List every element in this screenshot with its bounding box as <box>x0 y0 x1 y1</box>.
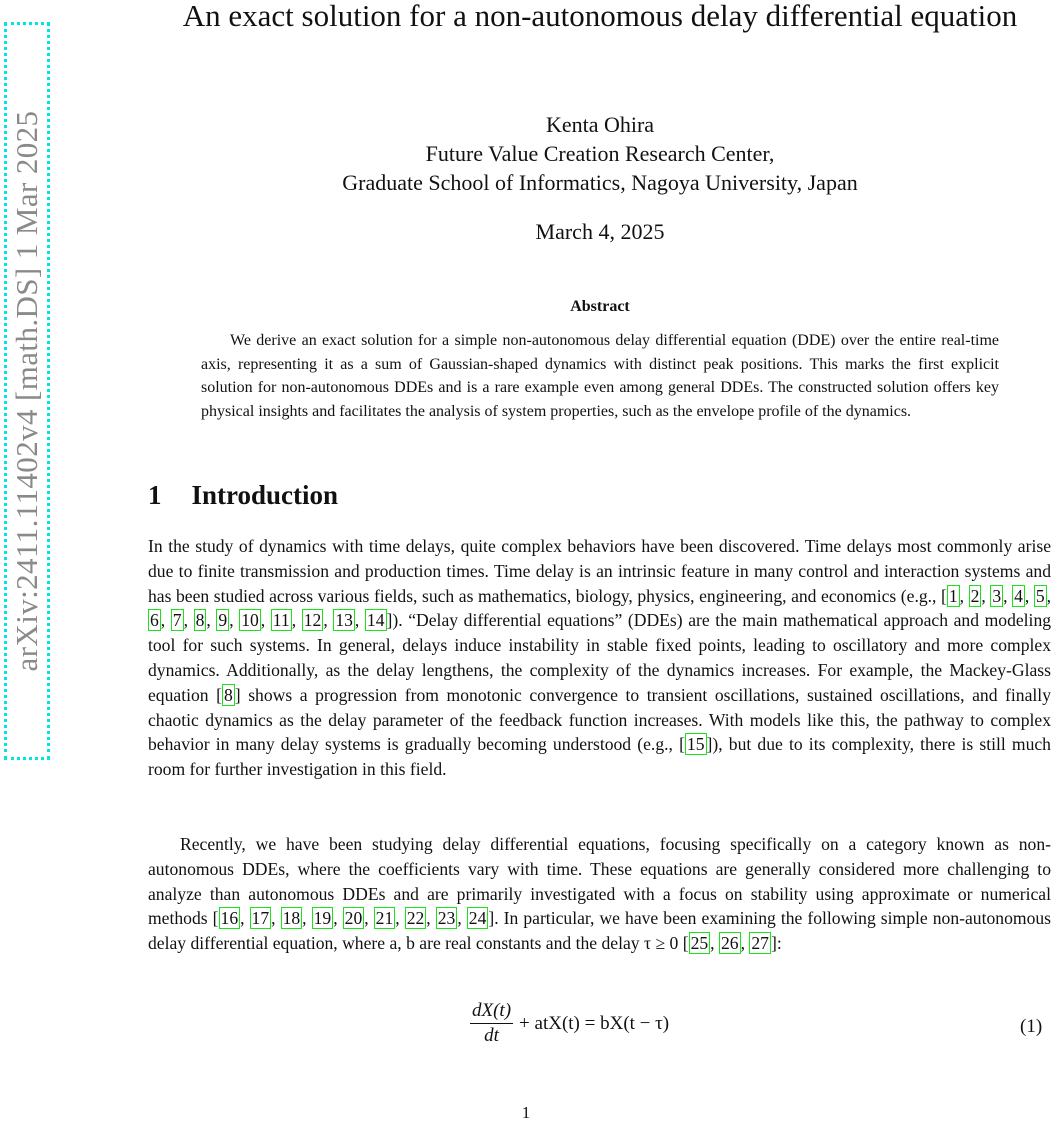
intro-paragraph-2: Recently, we have been studying delay differential equations, focusing specifically on a category known as non-autonomous DDEs, where the coefficients vary with time. These equations are generally considered more challenging to analyze than autonomous DDEs and are primarily investigated with a focus on stability using approximate or numerical methods [ 16 , 17 , 18 , 19 , 20 , 21 , 22 , 23 , 24 ]. In particular, we have been examining the following simple non-autonomous delay differential equation, where a, b are real constants and the delay τ ≥ 0 [ 25 , 26 , 27 ]: <box>148 834 1052 954</box>
paper-title: An exact solution for a non-autonomous delay differential equation <box>182 0 1018 33</box>
equation-1 <box>470 1000 669 1047</box>
citation-link[interactable]: 20 <box>344 908 363 929</box>
affiliation-line-2: Graduate School of Informatics, Nagoya University, Japan <box>342 170 858 195</box>
citation-list: 16 , 17 , 18 , 19 , 20 , 21 , 22 , 23 , 24 <box>220 908 487 929</box>
paragraph-text: : <box>776 933 782 954</box>
citation-list: 1 , 2 , 3 , 4 , 5 , 6 , 7 , 8 , 9 , 10 , 11 , 12 , 13 , 14 <box>150 585 1052 631</box>
arxiv-stamp-text: arXiv:2411.11402v4 [math.DS] 1 Mar 2025 <box>9 110 44 672</box>
equation-numerator: dX(t) <box>470 1000 513 1024</box>
equation-rhs: + atX(t) = bX(t − τ) <box>519 1012 670 1034</box>
citation-link[interactable]: 4 <box>1014 585 1023 606</box>
citation-link[interactable]: 16 <box>220 908 239 929</box>
citation-link[interactable]: 8 <box>224 684 233 705</box>
affiliation-line-1: Future Value Creation Research Center, <box>425 141 775 166</box>
citation-link[interactable]: 26 <box>720 933 739 954</box>
paragraph-text: In the study of dynamics with time delays, quite complex behaviors have been discovered. Time delays most commonly arise due to finite transmission and production times. Time delay is an intrinsic feature in many control and interaction systems and has been studied across various fields, such as mathematics, biology, physics, engineering, and economics (e.g., <box>148 536 1051 606</box>
citation-link[interactable]: 25 <box>690 933 709 954</box>
arxiv-stamp <box>4 22 50 760</box>
equation-denominator: dt <box>484 1025 499 1046</box>
citation-link[interactable]: 24 <box>468 908 487 929</box>
citation-list: 25 , 26 , 27 <box>690 933 769 954</box>
citation-link[interactable]: 11 <box>272 610 290 631</box>
equation-number: (1) <box>1020 1016 1043 1037</box>
abstract-heading: Abstract <box>570 298 630 315</box>
intro-paragraph-1: In the study of dynamics with time delays, quite complex behaviors have been discovered. Time delays most commonly arise due to finite transmission and production times. Time delay is an intrinsic feature in many control and interaction systems and has been studied across various fields, such as mathematics, biology, physics, engineering, and economics (e.g., [ 1 , 2 , 3 , 4 , 5 , 6 , 7 , 8 , 9 , 10 , 11 , 12 , 13 , 14 ]). “Delay differential equations” (DDEs) are the main mathematical approach and modeling tool for such systems. In general, delays induce instability in stable fixed points, leading to oscillatory and more complex dynamics. Additionally, as the delay lengthens, the complexity of the dynamics increases. For example, the Mackey-Glass equation [ 8 ] shows a progression from monotonic convergence to transient oscillations, sustained oscillations, and finally chaotic dynamics as the delay parameter of the feedback function increases. With models like this, the pathway to complex behavior in many delay systems is gradually becoming understood (e.g., [ 15 ]), but due to its complexity, there is still much room for further investigation in this field. <box>148 536 1052 780</box>
equation-fraction <box>470 1000 513 1047</box>
citation-link[interactable]: 17 <box>251 908 270 929</box>
citation-link[interactable]: 5 <box>1035 585 1045 606</box>
section-heading <box>148 480 338 511</box>
citation-link[interactable]: 19 <box>313 908 332 929</box>
section-number: 1 <box>148 480 162 510</box>
citation-link[interactable]: 3 <box>992 585 1002 606</box>
paragraph-text: Recently, we have been studying delay differential equations, focusing specifically on a category known as non-autonomous DDEs, where the coefficients vary with time. These equations are generally considered more challenging to analyze than autonomous DDEs and are primarily investigated with a focus on stability using approximate or numerical methods <box>148 834 1051 929</box>
paragraph-text: ), but due to its complexity, there is still much room for further investigation in this field. <box>148 734 1051 780</box>
citation-link[interactable]: 2 <box>970 585 980 606</box>
citation-link[interactable]: 1 <box>948 585 958 606</box>
paragraph-text: ). “Delay differential equations” (DDEs) are the main mathematical approach and modeling tool for such systems. In general, delays induce instability in stable fixed points, leading to oscillatory and more complex dynamics. Additionally, as the delay lengthens, the complexity of the dynamics increases. For example, the Mackey-Glass equation <box>148 610 1052 705</box>
citation-link[interactable]: 6 <box>150 610 159 631</box>
abstract-text: We derive an exact solution for a simple non-autonomous delay differential equation (DDE) over the entire real-time axis, representing it as a sum of Gaussian-shaped dynamics with distinct peak positions. This marks the first explicit solution for non-autonomous DDEs and is a rare example even among general DDEs. The constructed solution offers key physical insights and facilitates the analysis of system properties, such as the envelope profile of the dynamics. <box>201 332 999 420</box>
section-title: Introduction <box>191 480 339 510</box>
citation-link[interactable]: 22 <box>406 908 425 929</box>
citation-link[interactable]: 10 <box>241 610 259 631</box>
citation-link[interactable]: 27 <box>751 933 769 954</box>
paragraph-text: . In particular, we have been examining the following simple non-autonomous delay differential equation, where a, b are real constants and the delay τ ≥ 0 <box>148 908 1052 954</box>
citation-link[interactable]: 14 <box>366 610 385 631</box>
citation-link[interactable]: 9 <box>218 610 228 631</box>
author-name: Kenta Ohira <box>545 112 655 137</box>
citation-link[interactable]: 18 <box>282 908 301 929</box>
citation-link[interactable]: 15 <box>686 734 705 755</box>
page-number: 1 <box>521 1103 531 1122</box>
citation-link[interactable]: 21 <box>375 908 394 929</box>
citation-link[interactable]: 23 <box>437 908 456 929</box>
paper-date: March 4, 2025 <box>535 219 665 244</box>
citation-link[interactable]: 7 <box>172 610 182 631</box>
citation-link[interactable]: 8 <box>195 610 205 631</box>
paragraph-text: shows a progression from monotonic convergence to transient oscillations, sustained oscillations, and finally chaotic dynamics as the delay parameter of the feedback function increases. With models like this, the pathway to complex behavior in many delay systems is gradually becoming understood (e.g., <box>148 684 1051 755</box>
citation-link[interactable]: 13 <box>335 610 353 631</box>
citation-link[interactable]: 12 <box>303 610 322 631</box>
